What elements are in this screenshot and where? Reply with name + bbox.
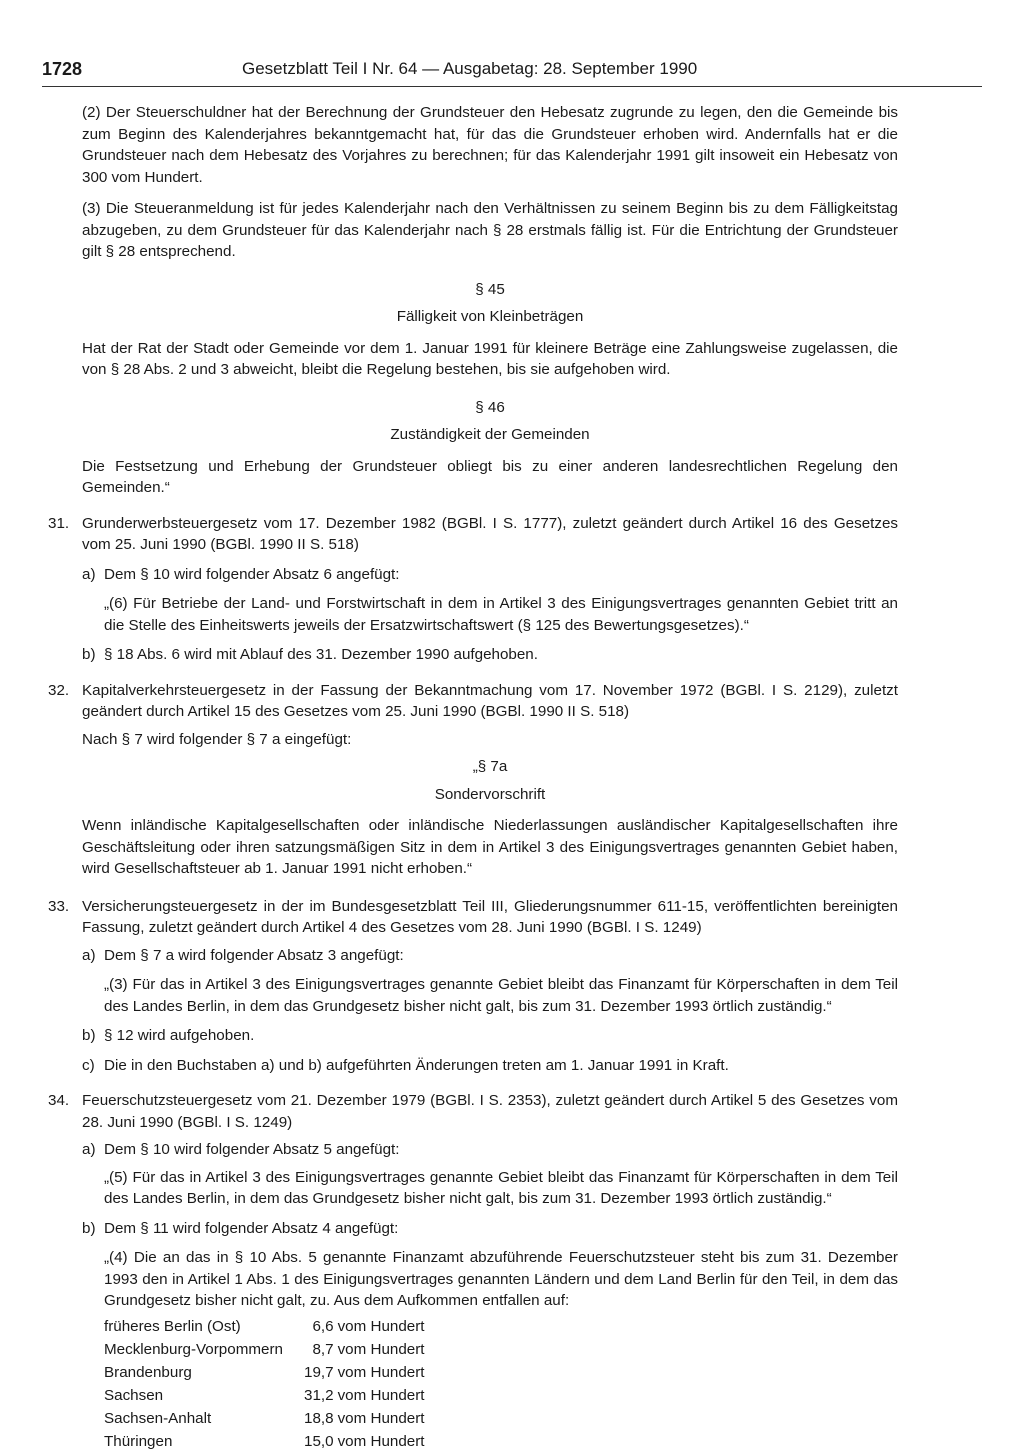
item-text: Versicherungsteuergesetz in der im Bundesgesetzblatt Teil III, Gliederungsnummer 611-15, veröffentlichten bereinigten Fassung, zuletzt geändert durch Artikel 4 des Gesetzes vom 28. Juni 1990 (BGBl. I S. 1249): [82, 897, 898, 936]
sub-label: b): [82, 1219, 96, 1237]
item-33-c: [82, 1055, 898, 1077]
unit-cell: vom Hundert: [337, 1317, 425, 1335]
share-cell: 18,8: [304, 1409, 334, 1427]
table-row: [104, 1339, 425, 1362]
item-32-intro: Nach § 7 wird folgender § 7 a eingefügt:: [82, 730, 352, 748]
unit-cell: vom Hundert: [337, 1386, 425, 1404]
list-item-34: [48, 1090, 898, 1133]
sub-text: Dem § 10 wird folgender Absatz 5 angefügt:: [104, 1141, 400, 1158]
table-row: [104, 1316, 425, 1339]
section-46-text: Die Festsetzung und Erhebung der Grundsteuer obliegt bis zu einer anderen landesrechtlichen Regelung den Gemeinden.“: [82, 457, 898, 496]
sub-text: Dem § 10 wird folgender Absatz 6 angefügt:: [104, 565, 400, 583]
land-cell: Brandenburg: [104, 1363, 192, 1381]
section-45-title: Fälligkeit von Kleinbeträgen: [396, 308, 584, 325]
sub-label: a): [82, 1141, 96, 1158]
item-number: 32.: [48, 681, 70, 699]
item-34-a: [82, 1139, 898, 1161]
sub-label: c): [82, 1056, 95, 1074]
table-row: [104, 1385, 425, 1408]
item-text: Kapitalverkehrsteuergesetz in der Fassung der Bekanntmachung vom 17. November 1972 (BGBl. I S. 2129), zuletzt geändert durch Artikel 15 des Gesetzes vom 25. Juni 1990 (BGBl. 1990 II S. 518): [82, 681, 898, 720]
list-item-32: [48, 680, 898, 723]
share-cell: 15,0: [304, 1432, 334, 1450]
sub-label: a): [82, 946, 96, 964]
share-cell: 31,2: [304, 1386, 334, 1404]
running-title: Gesetzblatt Teil I Nr. 64 — Ausgabetag: 28. September 1990: [242, 59, 698, 78]
land-cell: Mecklenburg-Vorpommern: [104, 1340, 283, 1358]
unit-cell: vom Hundert: [337, 1363, 425, 1381]
item-33-a-quote: „(3) Für das in Artikel 3 des Einigungsvertrages genannte Gebiet bleibt das Finanzamt für Körperschaften in dem Teil des Landes Berlin, in dem das Grundgesetz bisher nicht galt, bis zum 31. Dezember 1993 örtlich zuständig.“: [104, 976, 898, 1015]
land-cell: Sachsen: [104, 1386, 164, 1404]
item-number: 33.: [48, 897, 70, 915]
land-cell: Sachsen-Anhalt: [104, 1409, 212, 1427]
land-cell: früheres Berlin (Ost): [104, 1317, 241, 1335]
land-cell: Thüringen: [104, 1432, 173, 1450]
item-number: 34.: [48, 1092, 70, 1109]
table-row: [104, 1431, 425, 1454]
section-7a-text: Wenn inländische Kapitalgesellschaften oder inländische Niederlassungen ausländischer Kapitalgesellschaften ihre Geschäftsleitung oder ihren satzungsmäßigen Sitz in dem in Artikel 3 des Einigungsvertrages genannten Gebiet haben, wird Gesellschaftsteuer ab 1. Januar 1991 nicht erhoben.“: [82, 817, 898, 877]
section-46-number: § 46: [475, 398, 505, 416]
share-cell: 19,7: [304, 1363, 334, 1381]
section-46-title: Zuständigkeit der Gemeinden: [390, 426, 590, 443]
sub-label: b): [82, 1027, 96, 1044]
item-33-a: [82, 945, 898, 967]
document-body: [48, 102, 898, 1454]
item-33-b: [82, 1025, 898, 1047]
list-item-31: [48, 513, 898, 556]
share-cell: 8,7: [312, 1340, 334, 1358]
unit-cell: vom Hundert: [337, 1340, 425, 1358]
item-text: Grunderwerbsteuergesetz vom 17. Dezember 1982 (BGBl. I S. 1777), zuletzt geändert durch Artikel 16 des Gesetzes vom 25. Juni 1990 (BGBl. 1990 II S. 518): [82, 514, 898, 553]
sub-text: Dem § 11 wird folgender Absatz 4 angefügt:: [104, 1219, 399, 1237]
header-rule: [42, 86, 982, 87]
item-text: Feuerschutzsteuergesetz vom 21. Dezember 1979 (BGBl. I S. 2353), zuletzt geändert durch Artikel 5 des Gesetzes vom 28. Juni 1990 (BGBl. I S. 1249): [82, 1092, 898, 1131]
section-7a-title: Sondervorschrift: [434, 785, 546, 803]
page-header: [42, 54, 982, 84]
table-row: [104, 1362, 425, 1385]
sub-text: Die in den Buchstaben a) und b) aufgeführten Änderungen treten am 1. Januar 1991 in Kraft.: [104, 1056, 729, 1074]
item-31-b: [82, 644, 898, 666]
item-34-b-quote: „(4) Die an das in § 10 Abs. 5 genannte Finanzamt abzuführende Feuerschutzsteuer steht bis zum 31. Dezember 1993 den in Artikel 1 Abs. 1 des Einigungsvertrages genannten Ländern und dem Land Berlin für den Teil, in dem das Grundgesetz bisher nicht galt, zu. Aus dem Aufkommen entfallen auf:: [104, 1249, 898, 1309]
sub-text: § 18 Abs. 6 wird mit Ablauf des 31. Dezember 1990 aufgehoben.: [104, 646, 538, 663]
list-item-33: [48, 896, 898, 939]
section-45-text: Hat der Rat der Stadt oder Gemeinde vor dem 1. Januar 1991 für kleinere Beträge eine Zahlungsweise zugelassen, die von § 28 Abs. 2 und 3 abweicht, bleibt die Regelung bestehen, bis sie aufgehoben wird.: [82, 339, 898, 378]
allocation-table: [104, 1316, 425, 1454]
item-34-b: [82, 1218, 898, 1240]
paragraph-2: (2) Der Steuerschuldner hat der Berechnung der Grundsteuer den Hebesatz zugrunde zu legen, den die Gemeinde bis zum Beginn des Kalenderjahres bekanntgemacht hat, für das die Grundsteuer erhoben wird. Andernfalls hat er die Grundsteuer nach dem Hebesatz des Vorjahres zu berechnen; für das Kalenderjahr 1991 gilt insoweit ein Hebesatz von 300 vom Hundert.: [82, 104, 898, 186]
item-31-a: [82, 564, 898, 586]
table-row: [104, 1408, 425, 1431]
share-cell: 6,6: [312, 1317, 334, 1335]
sub-text: § 12 wird aufgehoben.: [104, 1027, 255, 1044]
section-7a-number: „§ 7a: [472, 758, 508, 775]
item-number: 31.: [48, 514, 70, 532]
page-number: 1728: [42, 59, 83, 79]
item-31-a-quote: „(6) Für Betriebe der Land- und Forstwirtschaft in dem in Artikel 3 des Einigungsvertrages genannten Gebiet tritt an die Stelle des Einheitswerts jeweils der Ersatzwirtschaftswert (§ 125 des Bewertungsgesetzes).“: [104, 595, 898, 634]
sub-label: b): [82, 646, 96, 663]
section-45-number: § 45: [475, 280, 505, 298]
sub-text: Dem § 7 a wird folgender Absatz 3 angefügt:: [104, 946, 404, 964]
sub-label: a): [82, 565, 96, 583]
paragraph-3: (3) Die Steueranmeldung ist für jedes Kalenderjahr nach den Verhältnissen zu seinem Beginn bis zu dem Fälligkeitstag abzugeben, zu dem Grundsteuer für das Kalenderjahr nach § 28 erstmals fällig ist. Für die Entrichtung der Grundsteuer gilt § 28 entsprechend.: [82, 200, 898, 260]
unit-cell: vom Hundert: [337, 1409, 425, 1427]
unit-cell: vom Hundert: [337, 1432, 425, 1450]
item-34-a-quote: „(5) Für das in Artikel 3 des Einigungsvertrages genannte Gebiet bleibt das Finanzamt für Körperschaften in dem Teil des Landes Berlin, in dem das Grundgesetz bisher nicht galt, bis zum 31. Dezember 1993 örtlich zuständig.“: [104, 1168, 898, 1207]
